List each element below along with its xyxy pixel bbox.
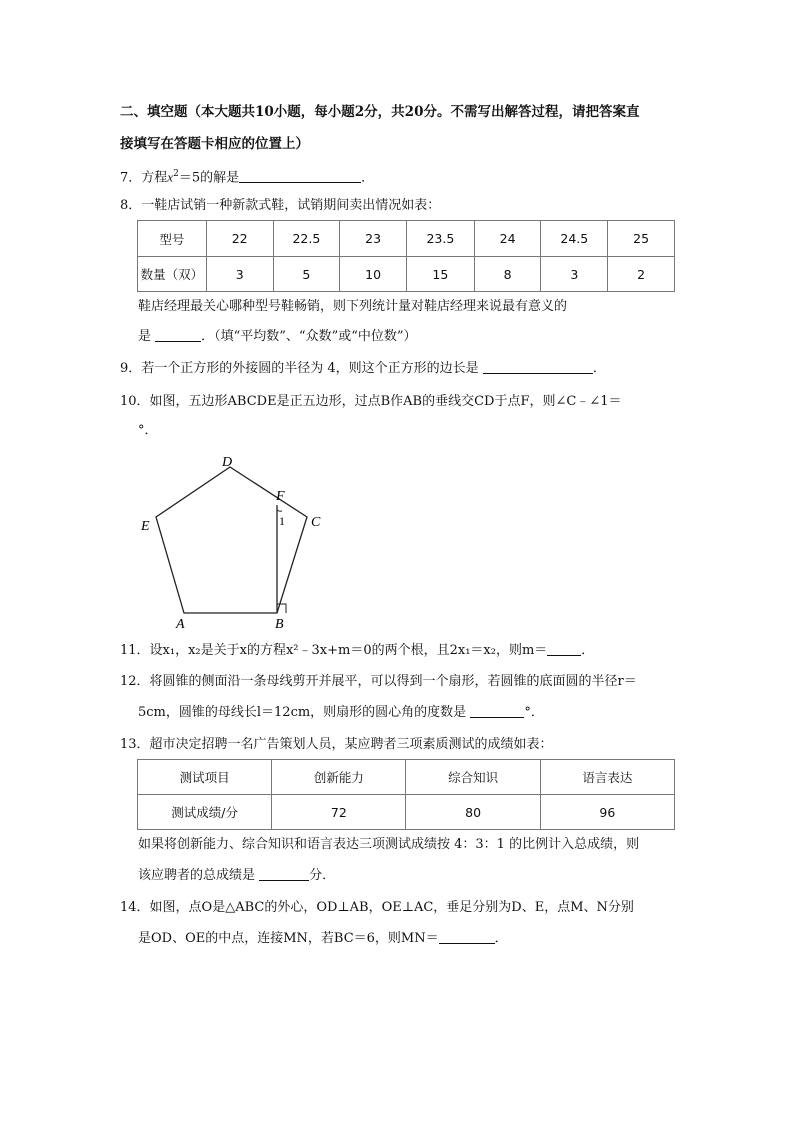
table-cell: 72 xyxy=(272,795,406,830)
answer-blank[interactable] xyxy=(483,359,593,374)
table-cell: 22 xyxy=(206,221,273,257)
label-b: B xyxy=(275,617,284,632)
answer-blank[interactable] xyxy=(547,641,581,656)
table-cell: 22.5 xyxy=(273,221,340,257)
table-cell: 3 xyxy=(541,257,608,292)
table-cell: 3 xyxy=(206,257,273,292)
shoe-sales-table xyxy=(137,220,675,292)
table-cell: 2 xyxy=(608,257,675,292)
answer-blank[interactable] xyxy=(239,168,361,183)
table-cell: 24 xyxy=(474,221,541,257)
question-13-text-line1: 如果将创新能力、综合知识和语言表达三项测试成绩按 4：3：1 的比例计入总成绩，则 xyxy=(138,837,640,852)
question-10-line2: °． xyxy=(138,423,158,438)
table-cell: 96 xyxy=(540,795,674,830)
label-e: E xyxy=(141,519,150,534)
question-14-line1: 14．如图，点O是△ABC的外心，OD⊥AB，OE⊥AC，垂足分别为D、E，点M、N分别 xyxy=(120,900,634,915)
table-cell: 数量（双） xyxy=(138,257,207,292)
table-cell: 语言表达 xyxy=(540,760,674,795)
answer-blank[interactable] xyxy=(470,703,524,718)
question-12-line1: 12．将圆锥的侧面沿一条母线剪开并展平，可以得到一个扇形，若圆锥的底面圆的半径r＝ xyxy=(120,674,637,689)
question-13-text-line2: 该应聘者的总成绩是 分． xyxy=(138,868,336,883)
table-cell: 型号 xyxy=(138,221,207,257)
question-13: 13．超市决定招聘一名广告策划人员，某应聘者三项素质测试的成绩如表： xyxy=(120,737,553,752)
question-10-line1: 10．如图，五边形ABCDE是正五边形，过点B作AB的垂线交CD于点F，则∠C﹣∠1＝ xyxy=(120,394,622,409)
table-cell: 测试成绩/分 xyxy=(138,795,272,830)
section-heading-line2: 接填写在答题卡相应的位置上） xyxy=(120,136,309,152)
question-8-text-line1: 鞋店经理最关心哪种型号鞋畅销，则下列统计量对鞋店经理来说最有意义的 xyxy=(138,299,568,314)
table-cell: 15 xyxy=(406,257,474,292)
table-cell: 综合知识 xyxy=(406,760,540,795)
question-11: 11．设x₁，x₂是关于x的方程x²﹣3x+m＝0的两个根，且2x₁＝x₂，则m＝ ． xyxy=(120,643,595,658)
answer-blank[interactable] xyxy=(259,866,309,881)
angle-1-arc xyxy=(277,510,282,511)
question-7: 7．方程$x^2=5$的解是 ． xyxy=(120,169,375,186)
question-9: 9．若一个正方形的外接圆的半径为 4，则这个正方形的边长是 ． xyxy=(120,361,606,376)
answer-blank[interactable] xyxy=(439,929,495,944)
question-8-text-line2: 是 ．（填“平均数”、“众数”或“中位数”） xyxy=(138,329,417,344)
test-score-table xyxy=(137,759,675,830)
pentagon-figure xyxy=(130,448,340,638)
table-cell: 测试项目 xyxy=(138,760,272,795)
answer-blank[interactable] xyxy=(155,327,201,342)
table-cell: 80 xyxy=(406,795,540,830)
table-cell: 25 xyxy=(608,221,675,257)
table-cell: 5 xyxy=(273,257,340,292)
label-angle-1: 1 xyxy=(279,514,285,528)
table-cell: 23.5 xyxy=(406,221,474,257)
table-cell: 8 xyxy=(474,257,541,292)
table-cell: 10 xyxy=(340,257,407,292)
table-cell: 24.5 xyxy=(541,221,608,257)
label-f: F xyxy=(276,489,285,504)
label-d: D xyxy=(222,455,233,470)
question-8: 8．一鞋店试销一种新款式鞋，试销期间卖出情况如表： xyxy=(120,198,441,213)
question-14-line2: 是OD、OE的中点，连接MN，若BC＝6，则MN＝ ． xyxy=(138,931,508,946)
table-cell: 创新能力 xyxy=(272,760,406,795)
question-12-line2: 5cm，圆锥的母线长l＝12cm，则扇形的圆心角的度数是 °． xyxy=(138,705,544,720)
label-a: A xyxy=(176,617,185,632)
table-cell: 23 xyxy=(340,221,407,257)
section-heading-line1: 二、填空题（本大题共10小题，每小题2分，共20分。不需写出解答过程，请把答案直 xyxy=(120,104,640,120)
label-c: C xyxy=(311,515,321,530)
